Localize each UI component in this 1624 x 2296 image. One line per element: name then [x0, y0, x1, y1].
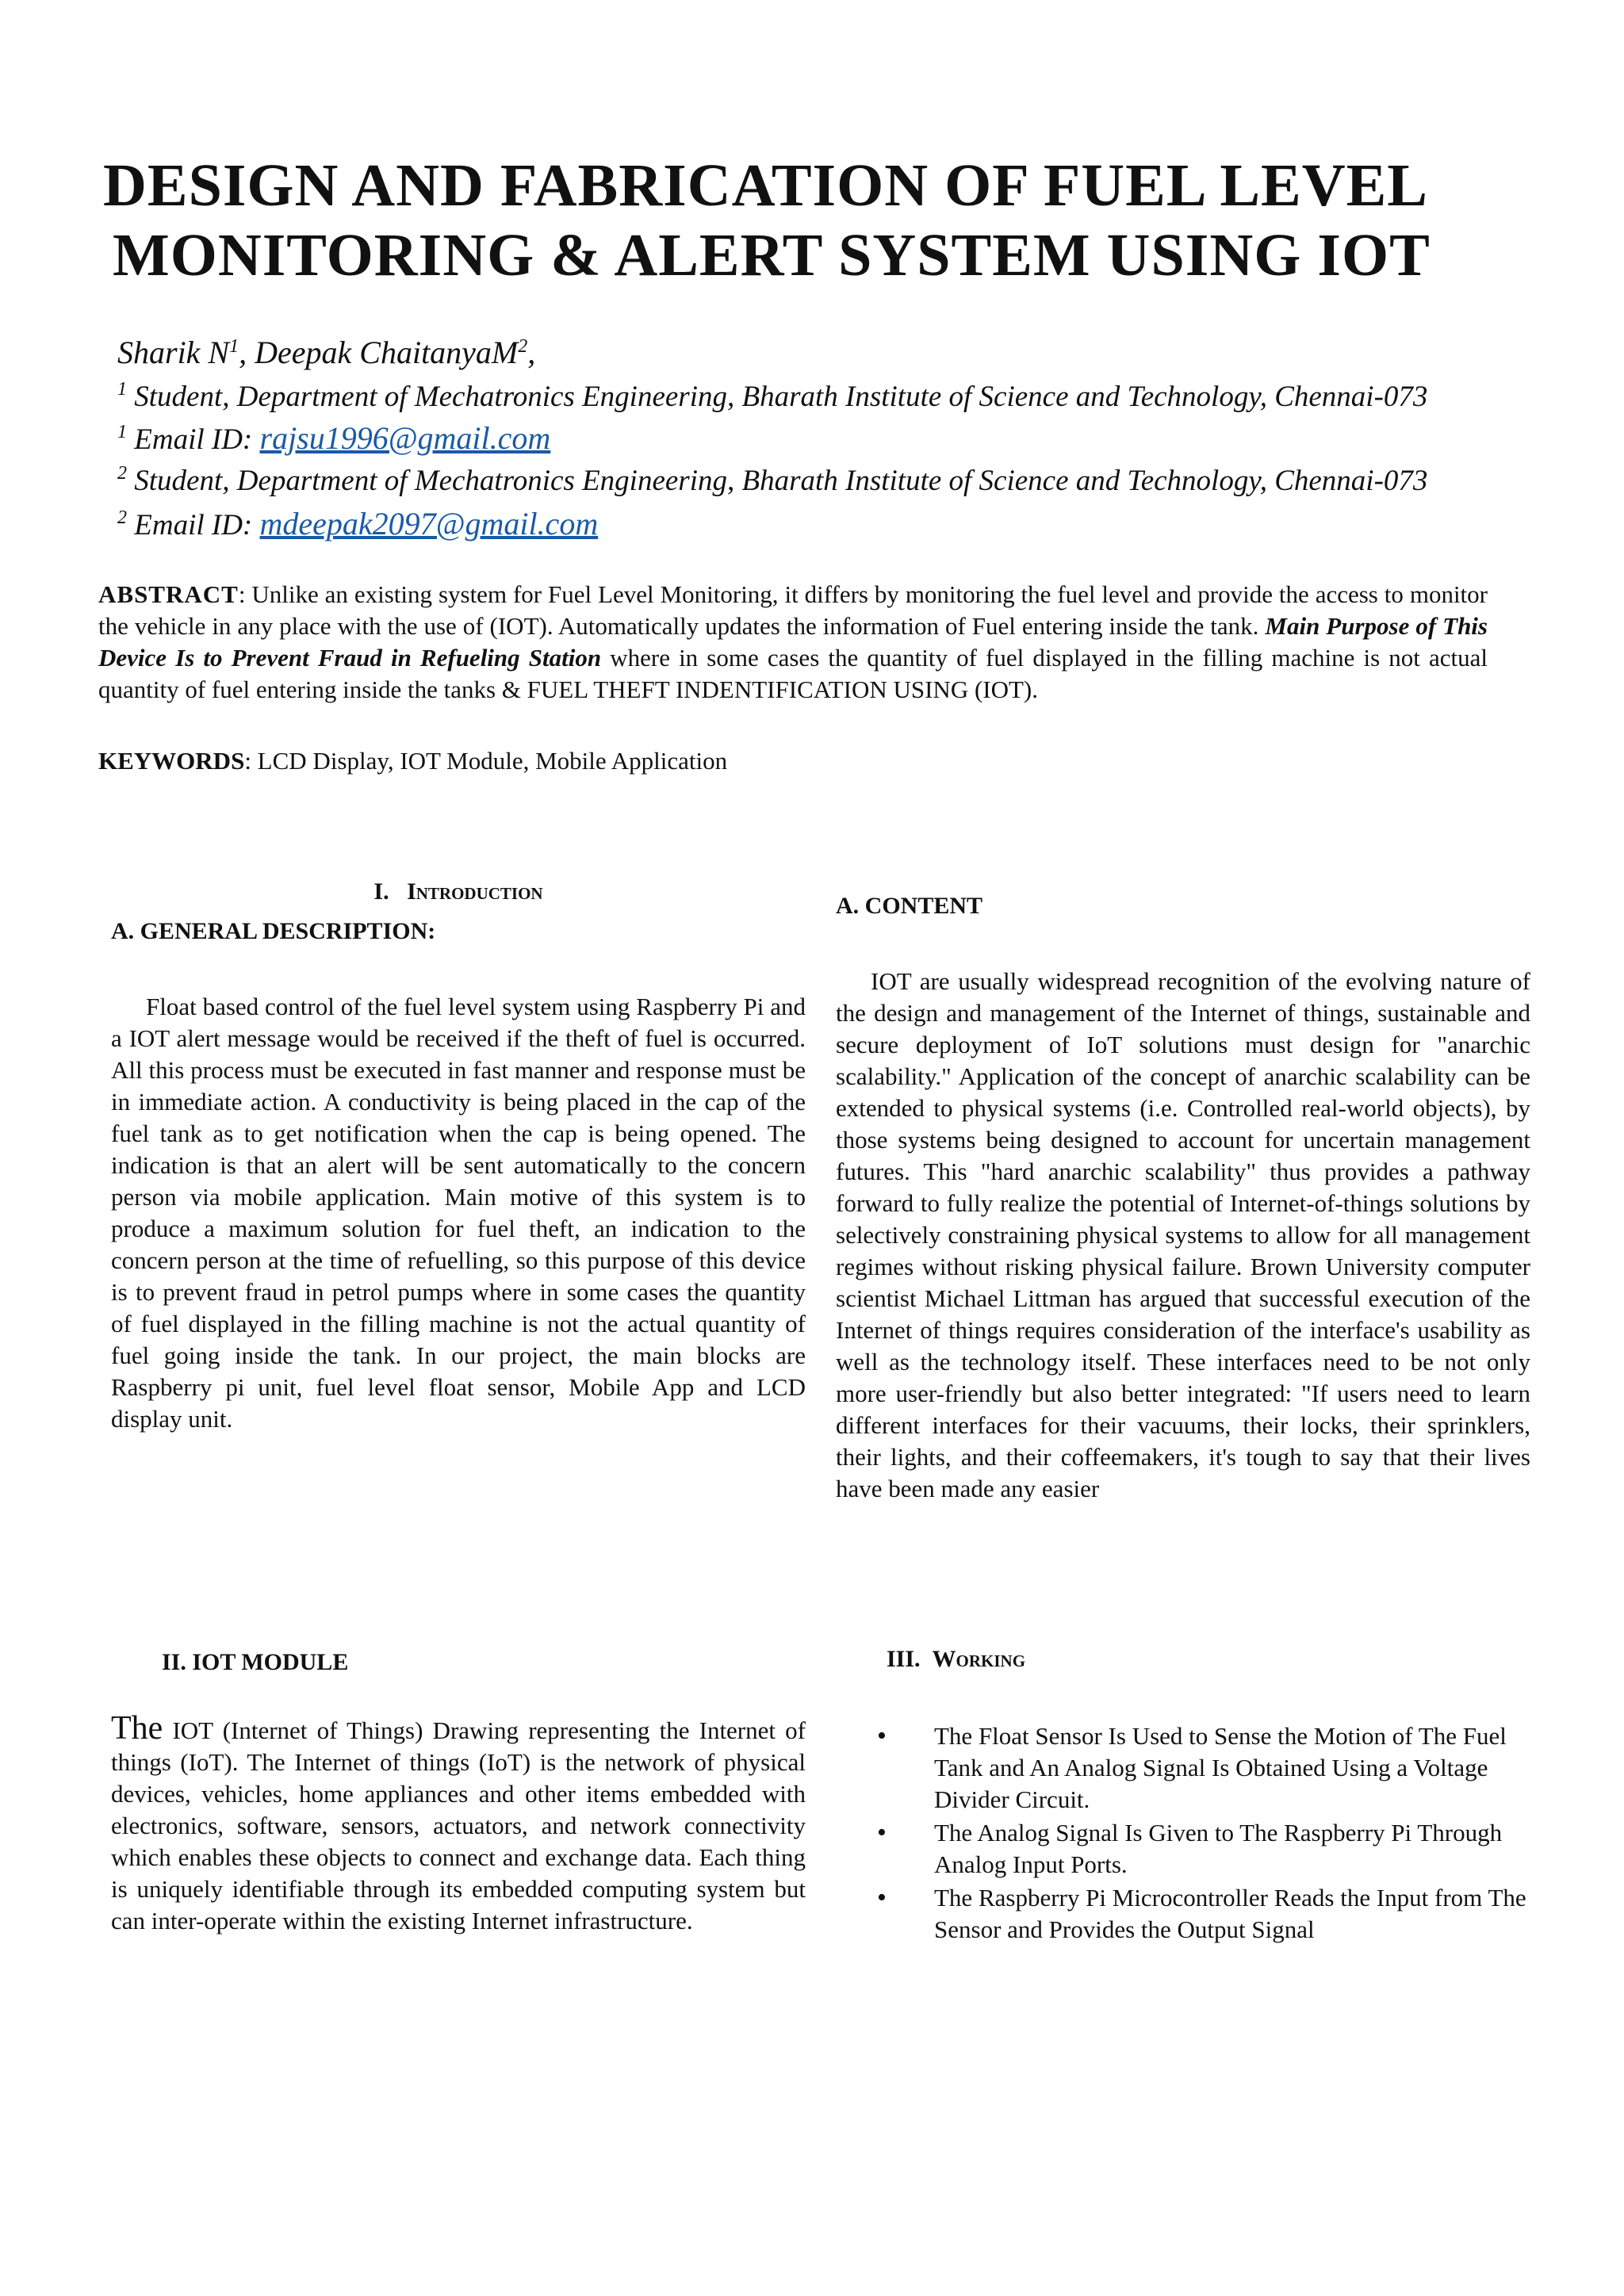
- paper-title-line-2: MONITORING & ALERT SYSTEM USING IOT: [113, 222, 1431, 289]
- working-list-container: [836, 1720, 1530, 1947]
- author-1-name: Sharik N: [117, 335, 230, 370]
- working-list-item-3: • The Raspberry Pi Microcontroller Reads the Input from The Sensor and Provides the Output Signal: [836, 1882, 1530, 1946]
- section-1-heading: [111, 878, 806, 905]
- content-paragraph: IOT are usually widespread recognition of the evolving nature of the design and management of the Internet of things, sustainable and secure deployment of IoT solutions must design for "anarchic scalability." Application of the concept of anarchic scalability can be extended to physical systems (i.e. Controlled real-world objects), by those systems being designed to account for uncertain management futures. This "hard anarchic scalability" thus provides a pathway forward to fully realize the potential of Internet-of-things solutions by selectively constraining physical systems to allow for all management regimes without risking physical failure. Brown University computer scientist Michael Littman has argued that successful execution of the Internet of things requires consideration of the interface's usability as well as the technology itself. These interfaces need to be not only more user-friendly but also better integrated: "If users need to learn different interfaces for their vacuums, their locks, their sprinklers, their lights, and their coffeemakers, it's tough to say that their lives have been made any easier: [836, 967, 1530, 1502]
- affiliation-2-sup: 2: [117, 463, 127, 484]
- section-1-numeral: I.: [373, 878, 389, 905]
- email-1-link[interactable]: rajsu1996@gmail.com: [259, 420, 551, 456]
- working-list-item-1: • The Float Sensor Is Used to Sense the Motion of The Fuel Tank and An Analog Signal Is Obtained Using a Voltage Divider Circuit.: [836, 1720, 1530, 1816]
- subsection-content-heading: A. CONTENT: [836, 893, 983, 919]
- author-2-sup: 2: [518, 336, 528, 357]
- keywords-label: KEYWORDS: [98, 747, 245, 775]
- affiliation-1-sup: 1: [117, 379, 127, 400]
- affiliation-1-text: Student, Department of Mechatronics Engineering, Bharath Institute of Science and Technology, Chennai-073: [134, 381, 1428, 413]
- email-1: [117, 412, 1561, 460]
- abstract-label: ABSTRACT: [98, 580, 239, 608]
- affiliation-2: [117, 453, 1561, 501]
- affiliation-1: [117, 369, 1561, 417]
- subsection-general-description-heading: A. GENERAL DESCRIPTION:: [111, 918, 436, 944]
- keywords-text: : LCD Display, IOT Module, Mobile Application: [244, 747, 728, 775]
- email-1-label: Email ID:: [134, 423, 260, 456]
- section-2-heading: II. IOT MODULE: [162, 1649, 349, 1675]
- author-tail: ,: [527, 335, 536, 370]
- author-2-name: Deepak ChaitanyaM: [255, 335, 519, 370]
- section-3-title: Working: [932, 1646, 1026, 1672]
- email-1-sup: 1: [117, 422, 127, 442]
- author-separator: ,: [239, 335, 255, 370]
- abstract: [98, 579, 1488, 706]
- section-1-title: Introduction: [407, 878, 543, 905]
- abstract-emphasis: Main Purpose of This Device Is to Prevent Fraud in Refueling Station: [98, 612, 1488, 672]
- keywords: [98, 745, 1488, 777]
- paper-title: [103, 151, 1530, 290]
- section-3-heading: [887, 1646, 1025, 1673]
- working-list: [836, 1720, 1530, 1946]
- iot-module-body: IOT (Internet of Things) Drawing representing the Internet of things (IoT). The Internet of things (IoT) is the network of physical devices, vehicles, home appliances and other items embedded with electronics, software, sensors, actuators, and network connectivity which enables these objects to connect and exchange data. Each thing is uniquely identifiable through its embedded computing system but can inter-operate within the existing Internet infrastructure.: [111, 1716, 806, 1934]
- intro-paragraph: Float based control of the fuel level system using Raspberry Pi and a IOT alert message would be received if the theft of fuel is occurred. All this process must be executed in fast manner and response must be in immediate action. A conductivity is being placed in the cap of the fuel tank as to get notification when the cap is being opened. The indication is that an alert will be sent automatically to the concern person via mobile application. Main motive of this system is to produce a maximum solution for fuel theft, an indication to the concern person at the time of refuelling, so this purpose of this device is to prevent fraud in petrol pumps where in some cases the quantity of fuel displayed in the filling machine is not the actual quantity of fuel going inside the tank. In our project, the main blocks are Raspberry pi unit, fuel level float sensor, Mobile App and LCD display unit.: [111, 993, 806, 1433]
- iot-module-paragraph: [111, 1712, 806, 1937]
- abstract-text-2: where in some cases the quantity of fuel displayed in the filling machine is not actual quantity of fuel entering inside the tanks & FUEL THEFT INDENTIFICATION USING (IOT).: [98, 644, 1488, 703]
- author-1-sup: 1: [229, 336, 239, 357]
- working-list-item-2: • The Analog Signal Is Given to The Raspberry Pi Through Analog Input Ports.: [836, 1817, 1530, 1881]
- email-2: [117, 498, 1561, 545]
- abstract-colon: :: [238, 580, 252, 608]
- paper-title-line-1: DESIGN AND FABRICATION OF FUEL LEVEL: [103, 152, 1428, 219]
- email-2-label: Email ID:: [134, 509, 260, 541]
- section-3-numeral: III.: [887, 1646, 921, 1672]
- abstract-text-1: Unlike an existing system for Fuel Level Monitoring, it differs by monitoring the fuel level and provide the access to monitor the vehicle in any place with the use of (IOT). Automatically updates the information of Fuel entering inside the tank.: [98, 580, 1488, 640]
- iot-module-lead-word: The: [111, 1710, 163, 1747]
- affiliation-2-text: Student, Department of Mechatronics Engineering, Bharath Institute of Science and Technology, Chennai-073: [134, 465, 1428, 497]
- email-2-sup: 2: [117, 507, 127, 528]
- author-line: [117, 325, 535, 374]
- email-2-link[interactable]: mdeepak2097@gmail.com: [259, 506, 599, 541]
